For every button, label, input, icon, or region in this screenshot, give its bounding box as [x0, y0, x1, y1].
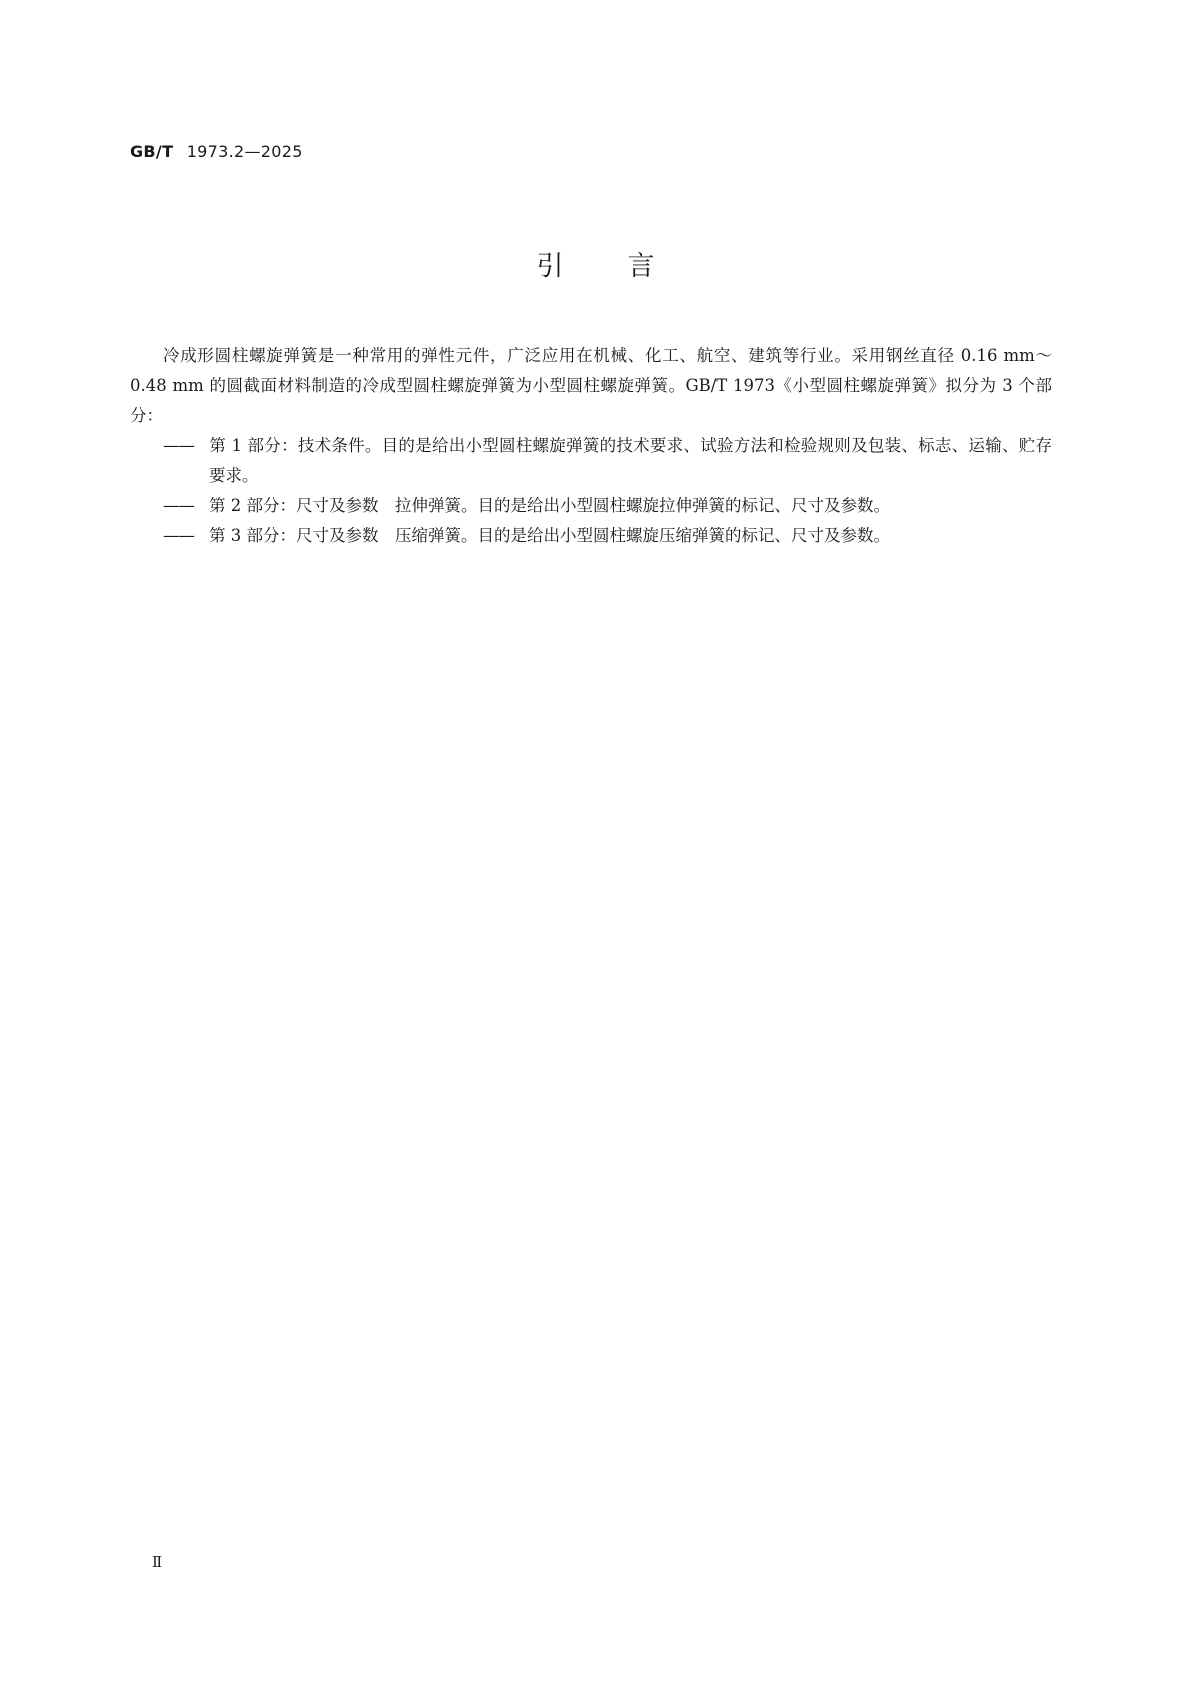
list-item-text: 第 1 部分：技术条件。目的是给出小型圆柱螺旋弹簧的技术要求、试验方法和检验规则及包装、标志、运输、贮存要求。 — [209, 436, 1052, 485]
list-dash: —— — [163, 496, 194, 515]
standard-code: GB/T — [130, 142, 174, 161]
list-dash: —— — [163, 436, 194, 455]
standard-number: 1973.2—2025 — [186, 142, 303, 161]
list-item — [163, 491, 1052, 521]
document-header — [130, 142, 303, 161]
list-item — [163, 521, 1052, 551]
intro-paragraph: 冷成形圆柱螺旋弹簧是一种常用的弹性元件，广泛应用在机械、化工、航空、建筑等行业。采用钢丝直径 0.16 mm～0.48 mm 的圆截面材料制造的冷成型圆柱螺旋弹簧为小型圆柱螺旋弹簧。GB/T 1973《小型圆柱螺旋弹簧》拟分为 3 个部分： — [130, 346, 1052, 425]
parts-list — [130, 431, 1052, 551]
page-number: Ⅱ — [152, 1553, 163, 1571]
list-dash: —— — [163, 526, 194, 545]
list-item — [163, 431, 1052, 491]
section-title: 引言 — [536, 251, 719, 282]
list-item-text: 第 2 部分：尺寸及参数 拉伸弹簧。目的是给出小型圆柱螺旋拉伸弹簧的标记、尺寸及参数。 — [209, 496, 890, 515]
list-item-text: 第 3 部分：尺寸及参数 压缩弹簧。目的是给出小型圆柱螺旋压缩弹簧的标记、尺寸及参数。 — [209, 526, 890, 545]
body-content — [130, 341, 1052, 551]
